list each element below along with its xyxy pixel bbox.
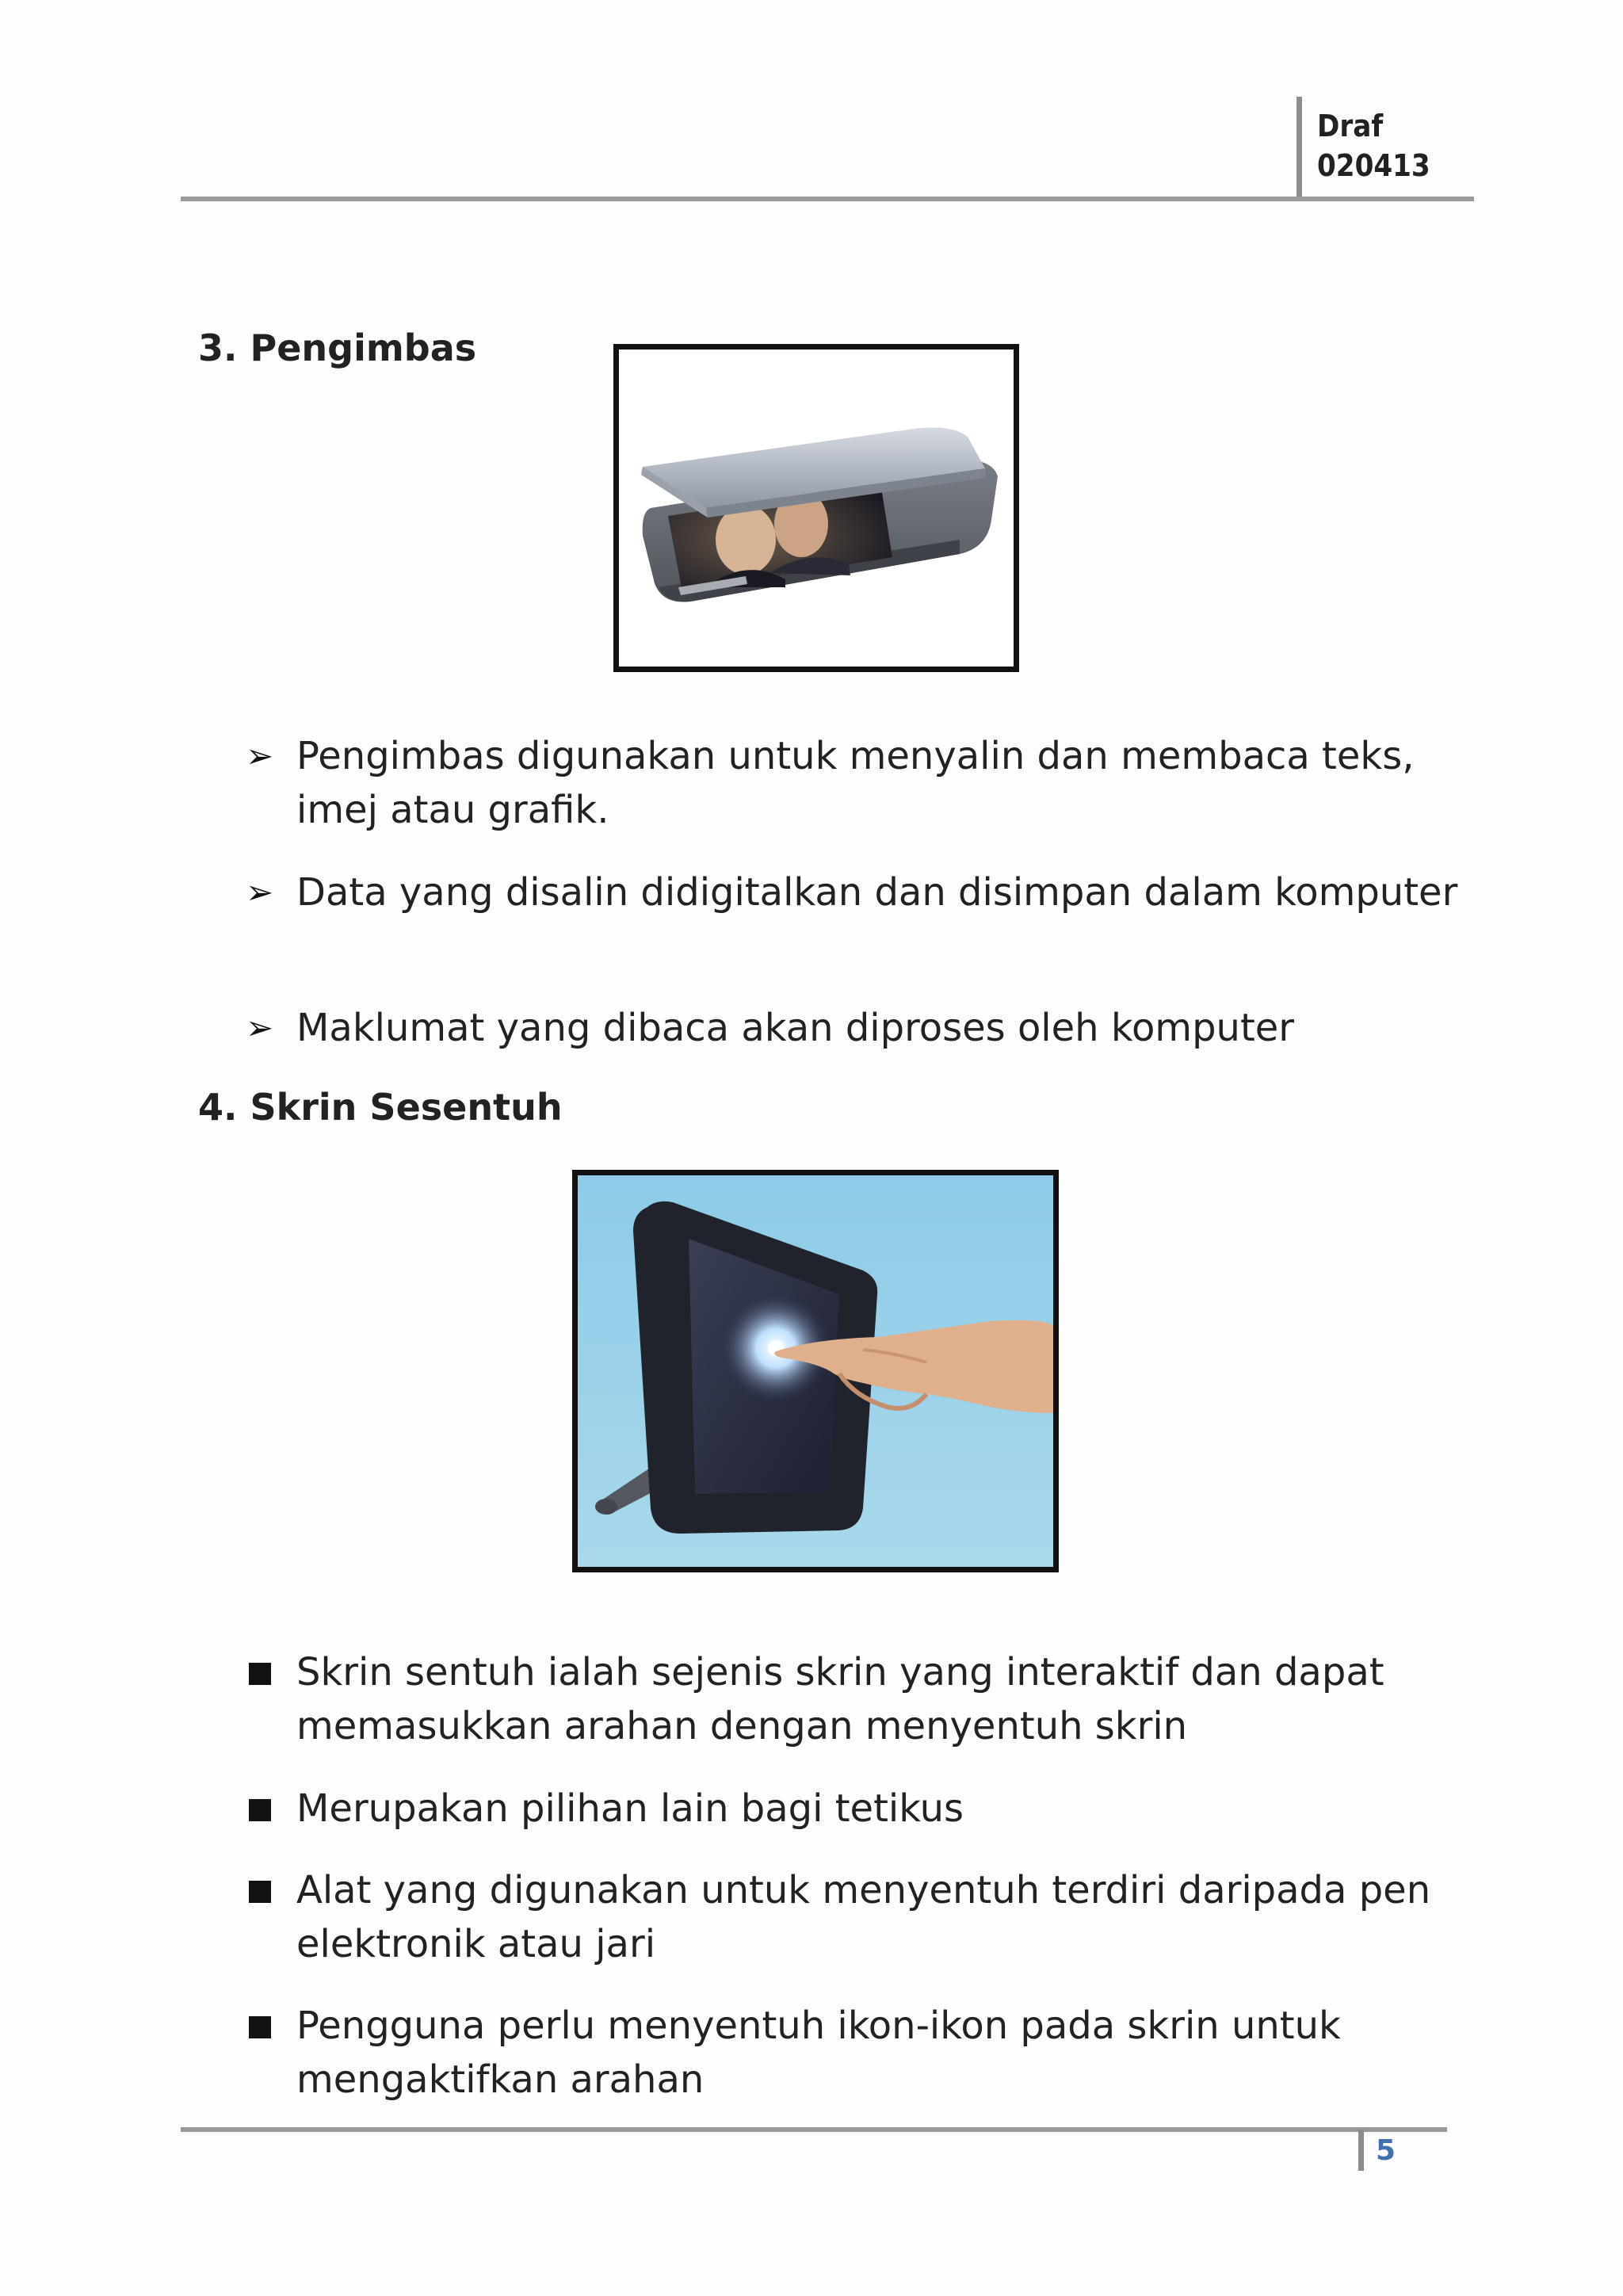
- arrow-bullet-icon: ➢: [246, 873, 274, 911]
- square-bullet-icon: [249, 1663, 271, 1685]
- draft-label: [1317, 106, 1430, 185]
- header-divider: [1296, 97, 1302, 198]
- list-item: Skrin sentuh ialah sejenis skrin yang interaktif dan dapat memasukkan arahan dengan menyentuh skrin: [246, 1645, 1466, 1753]
- square-bullet-icon: [249, 1799, 271, 1821]
- touchscreen-image: [572, 1170, 1059, 1572]
- section-heading-touchscreen: 4. Skrin Sesentuh: [198, 1086, 563, 1129]
- list-item: Alat yang digunakan untuk menyentuh terdiri daripada pen elektronik atau jari: [246, 1863, 1466, 1971]
- square-bullet-icon: [249, 2016, 271, 2038]
- list-item: ➢ Maklumat yang dibaca akan diproses oleh komputer: [246, 1001, 1466, 1055]
- arrow-bullet-icon: ➢: [246, 1008, 274, 1047]
- footer-rule: [181, 2127, 1447, 2132]
- scanner-image: [613, 344, 1019, 672]
- list-item: ➢ Pengimbas digunakan untuk menyalin dan membaca teks, imej atau grafik.: [246, 729, 1466, 837]
- section-heading-scanner: 3. Pengimbas: [198, 327, 477, 369]
- header-rule: [181, 197, 1474, 201]
- arrow-bullet-icon: ➢: [246, 736, 274, 775]
- square-bullet-icon: [249, 1881, 271, 1903]
- page-number: 5: [1376, 2134, 1396, 2167]
- list-item: Pengguna perlu menyentuh ikon-ikon pada skrin untuk mengaktifkan arahan: [246, 1999, 1466, 2107]
- list-item: Merupakan pilihan lain bagi tetikus: [246, 1782, 1466, 1836]
- draft-title: Draf: [1317, 109, 1384, 143]
- draft-code: 020413: [1317, 148, 1430, 183]
- footer-divider: [1358, 2130, 1364, 2171]
- list-item: ➢ Data yang disalin didigitalkan dan disimpan dalam komputer: [246, 865, 1466, 919]
